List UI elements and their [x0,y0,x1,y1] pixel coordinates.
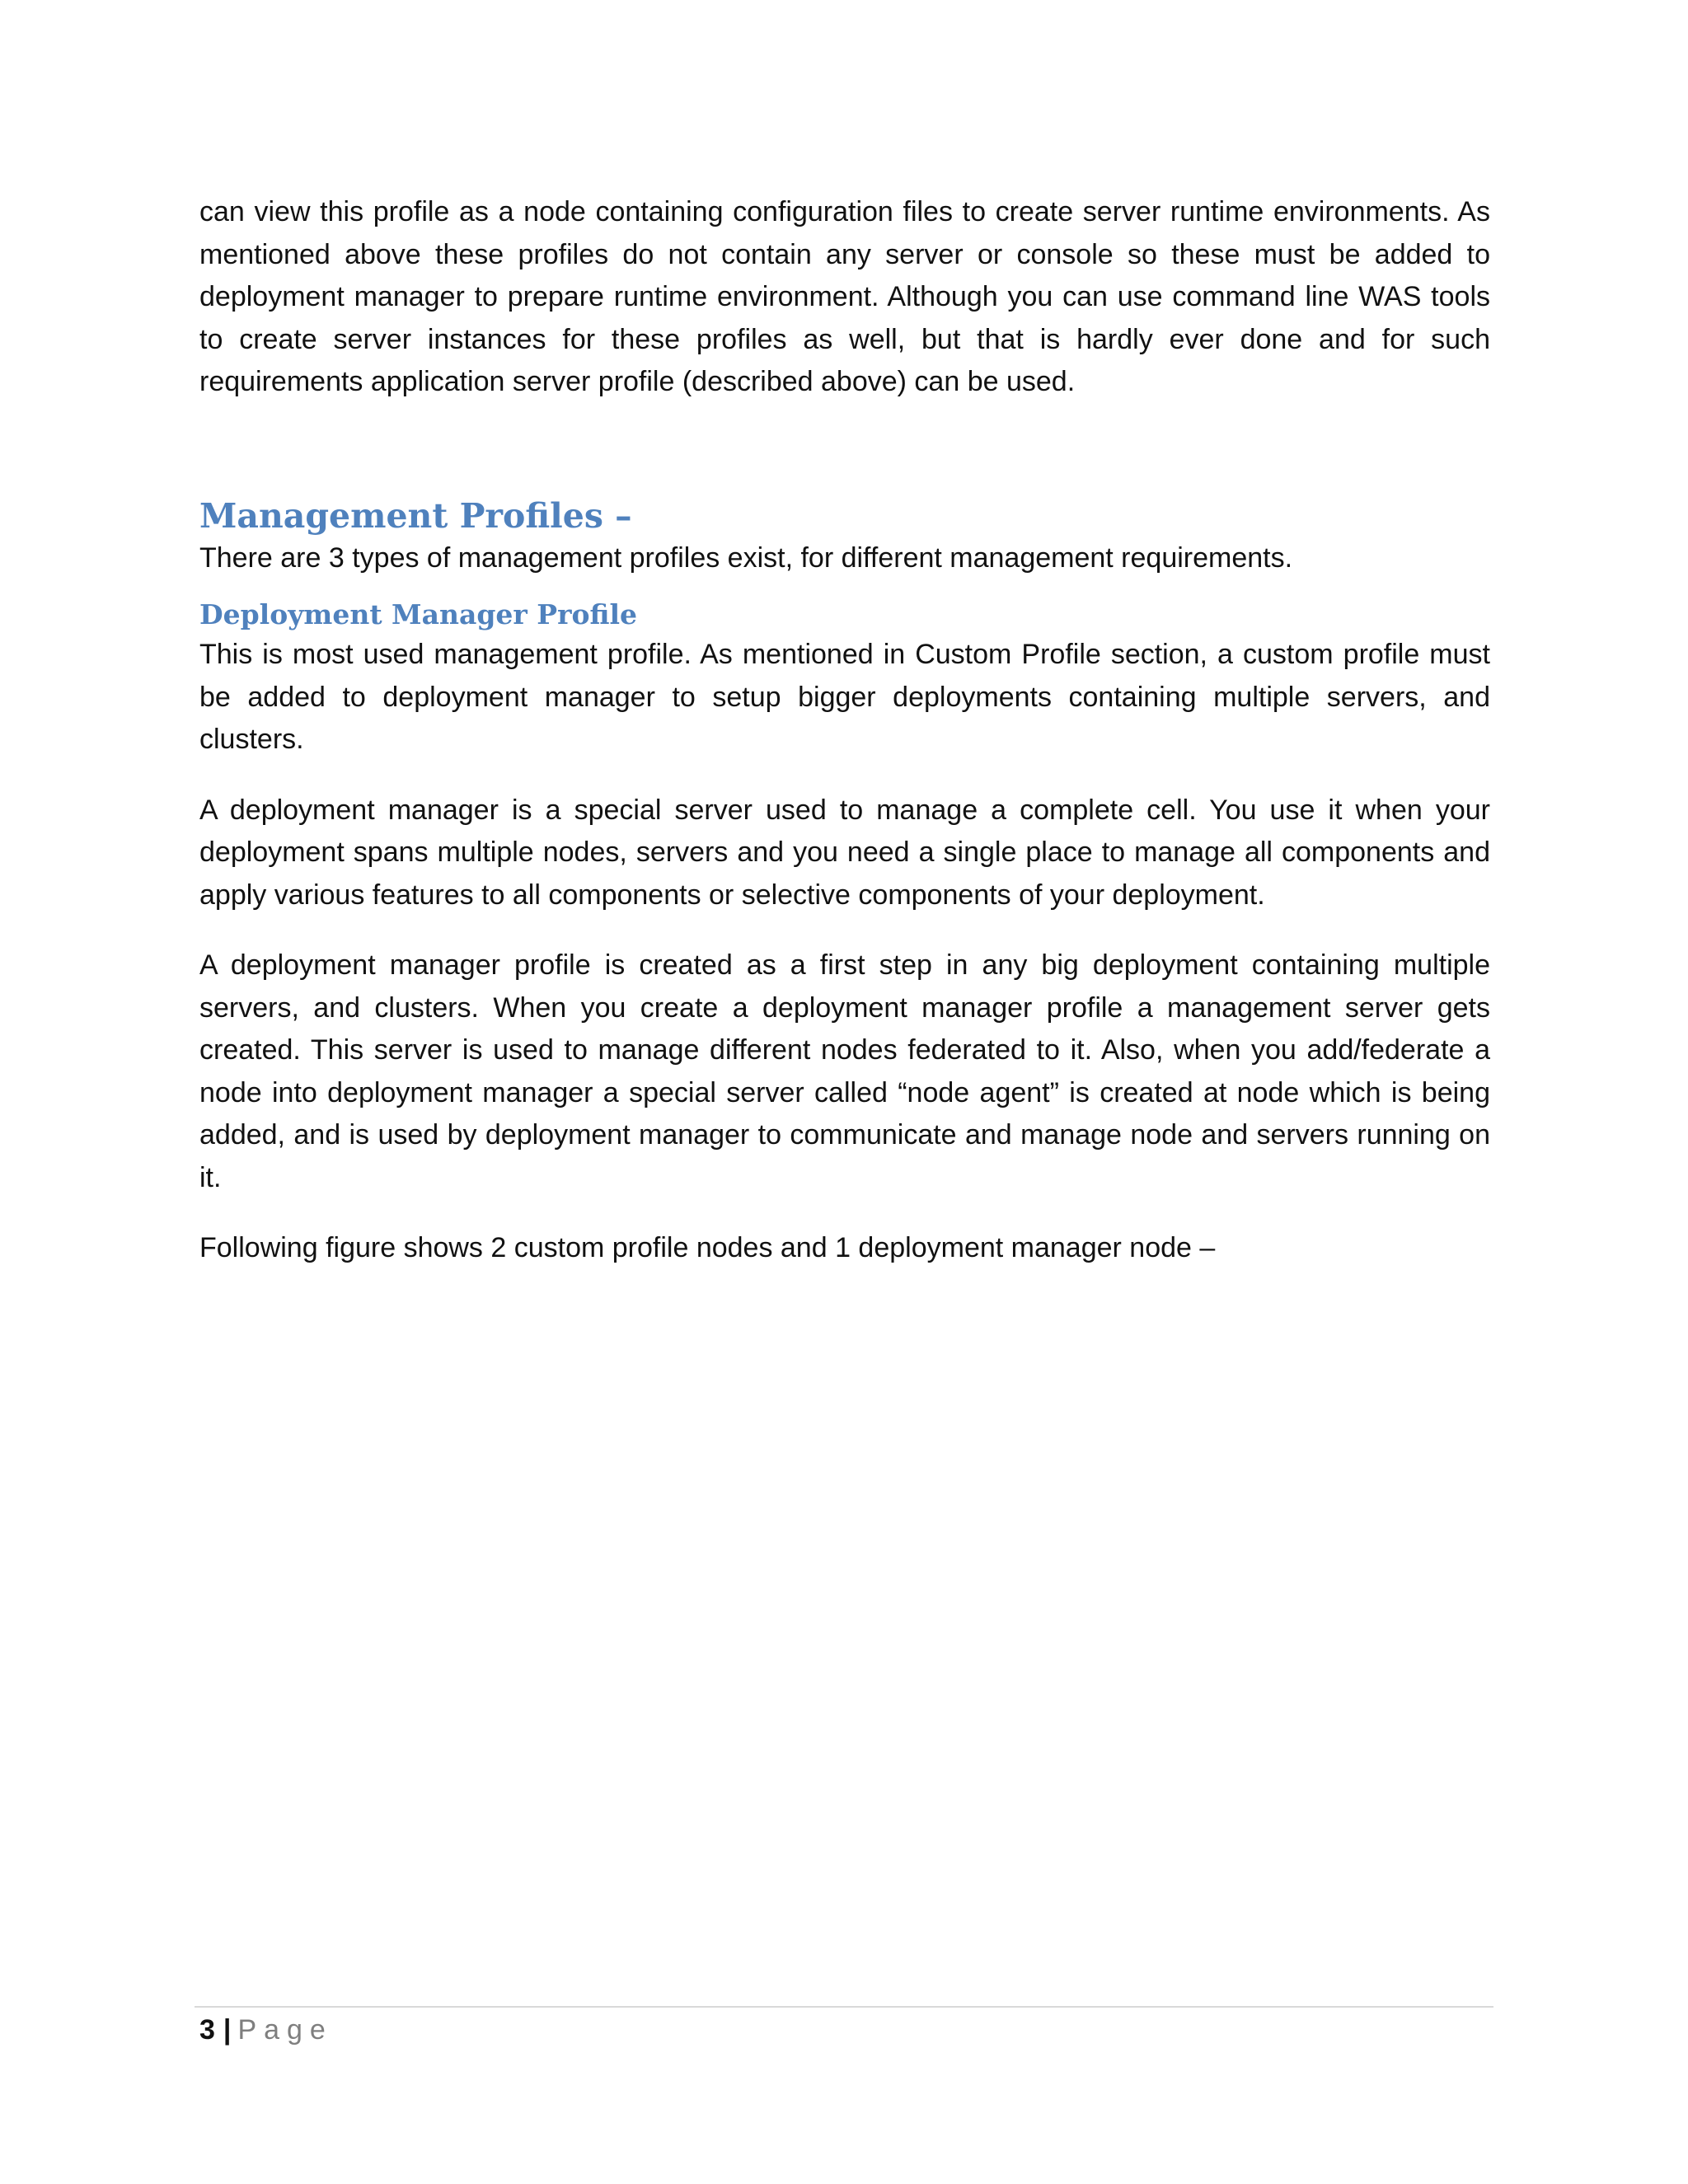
paragraph-1: This is most used management profile. As mentioned in Custom Profile section, a custom profile must be added to deployment manager to setup bigger deployments containing multiple servers, and clusters. [199,639,1490,755]
paragraph-2: A deployment manager is a special server used to manage a complete cell. You use it when your deployment spans multiple nodes, servers and you need a single place to manage all components and apply various features to all components or selective components of your deployment. [199,794,1490,911]
page-footer [199,2011,333,2049]
subsection-title: Deployment Manager Profile [199,598,638,630]
spacer [199,404,1490,494]
footer-divider [195,2006,1493,2008]
paragraph-4: Following figure shows 2 custom profile nodes and 1 deployment manager node – [199,1232,1216,1263]
spacer [199,762,1490,790]
page-content [199,191,1490,1270]
page-number: 3 [199,2014,215,2046]
section-title: Management Profiles – [199,495,632,536]
section-intro: There are 3 types of management profiles exist, for different management requirements. [199,541,1293,574]
page-label: Page [237,2014,333,2046]
spacer [199,1199,1490,1227]
footer-separator: | [223,2014,232,2046]
paragraph-3: A deployment manager profile is created as a first step in any big deployment containing multiple servers, and clusters. When you create a deployment manager profile a management server gets created. This server is used to manage different nodes federated to it. Also, when you add/federate a node into deployment manager a special server called “node agent” is created at node which is being added, and is used by deployment manager to communicate and manage node and servers running on it. [199,949,1490,1193]
intro-paragraph: can view this profile as a node containing configuration files to create server runtime environments. As mentioned above these profiles do not contain any server or console so these must be added to deployment manager to prepare runtime environment. Although you can use command line WAS tools to create server instances for these profiles as well, but that is hardly ever done and for such requirements application server profile (described above) can be used. [199,196,1490,397]
spacer [199,916,1490,944]
